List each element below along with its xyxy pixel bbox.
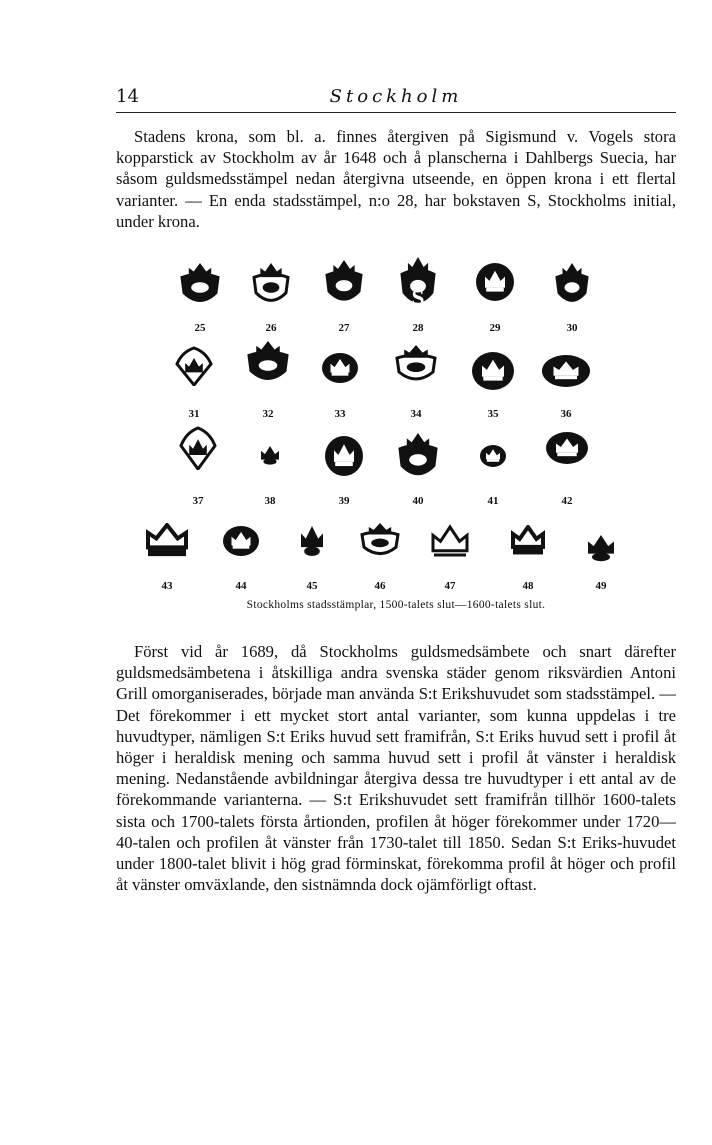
stadsstampel-mark <box>325 259 363 305</box>
stamp-number: 44 <box>235 580 247 592</box>
stamp-number: 34 <box>410 408 422 420</box>
stadsstampel-mark <box>479 444 507 468</box>
stamp-number: 28 <box>412 322 424 334</box>
crown-stamp-icon <box>541 354 591 388</box>
stadsstampel-mark <box>541 354 591 388</box>
crown-stamp-icon <box>555 262 589 306</box>
stadsstampel-mark <box>324 435 364 477</box>
stamp-number: 39 <box>338 495 350 507</box>
stamp-number: 45 <box>306 580 318 592</box>
crown-stamp-icon <box>325 259 363 305</box>
crown-stamp-icon <box>299 524 325 558</box>
stadsstampel-mark <box>178 426 218 470</box>
crown-stamp-icon <box>180 262 220 306</box>
intro-paragraph: Stadens krona, som bl. a. finnes återgiven på Sigismund v. Vogels stora kopparstick av Stockholm av år 1648 och å planscherna i Dahlbergs Suecia, har såsom guldsmedsstämpel nedan återgivna utseende, en öppen krona i ett flertal varianter. — En enda stadsstämpel, n:o 28, har bokstaven S, Stockholms initial, under krona. <box>116 127 676 231</box>
stamp-number: 41 <box>487 495 499 507</box>
crown-stamp-icon <box>475 262 515 302</box>
crown-stamp-icon <box>398 432 438 480</box>
stamp-number: 47 <box>444 580 456 592</box>
stadsstampel-mark <box>471 351 515 391</box>
stadsstampel-mark <box>395 344 437 384</box>
stamp-number: 38 <box>264 495 276 507</box>
crown-stamp-icon <box>545 431 589 465</box>
crown-stamp-icon <box>360 522 400 558</box>
stadsstampel-mark <box>247 340 289 384</box>
running-title: Stockholm <box>329 86 463 107</box>
svg-text:S: S <box>411 285 425 308</box>
crown-stamp-icon <box>247 340 289 384</box>
stadsstampel-mark <box>299 524 325 558</box>
stadsstampel-mark <box>430 524 470 558</box>
crown-stamp-icon <box>400 256 436 308</box>
stadsstampel-mark <box>321 352 359 384</box>
stadsstampel-mark <box>222 525 260 557</box>
stadsstampel-mark <box>400 256 436 308</box>
crown-stamp-icon <box>178 426 218 470</box>
stamp-number: 42 <box>561 495 573 507</box>
stamp-number: 43 <box>161 580 173 592</box>
stadsstampel-mark <box>174 346 214 386</box>
stadsstampel-mark <box>180 262 220 306</box>
crown-stamp-icon <box>586 533 616 563</box>
crown-stamp-icon <box>174 346 214 386</box>
stamp-number: 29 <box>489 322 501 334</box>
stamp-number: 37 <box>192 495 204 507</box>
page-number: 14 <box>116 86 139 107</box>
crown-stamp-icon <box>395 344 437 384</box>
stadsstampel-mark <box>555 262 589 306</box>
figure-caption: Stockholms stadsstämplar, 1500-talets slut—1600-talets slut. <box>246 599 546 611</box>
stamp-number: 36 <box>560 408 572 420</box>
crown-stamp-icon <box>510 525 546 557</box>
stamp-number: 48 <box>522 580 534 592</box>
stadsstampel-mark <box>145 523 189 559</box>
stadsstampel-mark <box>545 431 589 465</box>
stamp-number: 26 <box>265 322 277 334</box>
stamp-number: 40 <box>412 495 424 507</box>
stamp-number: 25 <box>194 322 206 334</box>
stadsstampel-mark <box>259 444 281 466</box>
body-paragraph: Först vid år 1689, då Stockholms guldsmedsämbete och snart därefter guldsmedsämbetena i åtskilliga andra svenska städer genom riksvärdien Antoni Grill omorganiserades, började man använda S:t Erikshuvudet som stadsstämpel. — Det förekommer i ett mycket stort antal varianter, som kunna uppdelas i tre huvudtyper, nämligen S:t Eriks huvud sett framifrån, S:t Eriks huvud sett i profil åt höger i heraldisk mening och samma huvud sett i profil åt vänster i heraldisk mening. Nedanstående avbildningar återgiva dessa tre huvudtyper i ett antal av de förekommande varianterna. — S:t Erikshuvudet sett framifrån tillhör 1600-talets sista och 1700-talets första årtionden, profilen åt höger förekommer under 1720—40-talen och profilen åt vänster från 1730-talet till 1850. Sedan S:t Eriks-huvudet under 1800-talet blivit i hög grad förminskat, förekomma profil åt höger och profil åt vänster omväxlande, den sistnämnda dock ojämförligt oftast. <box>116 642 676 895</box>
crown-stamp-icon <box>321 352 359 384</box>
stamp-number: 27 <box>338 322 350 334</box>
stamp-number: 32 <box>262 408 274 420</box>
stamp-number: 33 <box>334 408 346 420</box>
stadsstampel-mark <box>475 262 515 302</box>
stadsstampel-mark <box>252 262 290 306</box>
running-header <box>116 84 676 113</box>
crown-stamp-icon <box>252 262 290 306</box>
crown-stamp-icon <box>471 351 515 391</box>
stamp-number: 46 <box>374 580 386 592</box>
crown-stamp-icon <box>479 444 507 468</box>
stadsstampel-mark <box>360 522 400 558</box>
stadsstampel-mark <box>586 533 616 563</box>
stamp-number: 35 <box>487 408 499 420</box>
crown-stamp-icon <box>222 525 260 557</box>
crown-stamp-icon <box>259 444 281 466</box>
crown-stamp-icon <box>324 435 364 477</box>
stamp-number: 31 <box>188 408 200 420</box>
stadsstampel-mark <box>510 525 546 557</box>
stamp-number: 49 <box>595 580 607 592</box>
crown-stamp-icon <box>145 523 189 559</box>
stamp-number: 30 <box>566 322 578 334</box>
stadsstampel-mark <box>398 432 438 480</box>
crown-stamp-icon <box>430 524 470 558</box>
